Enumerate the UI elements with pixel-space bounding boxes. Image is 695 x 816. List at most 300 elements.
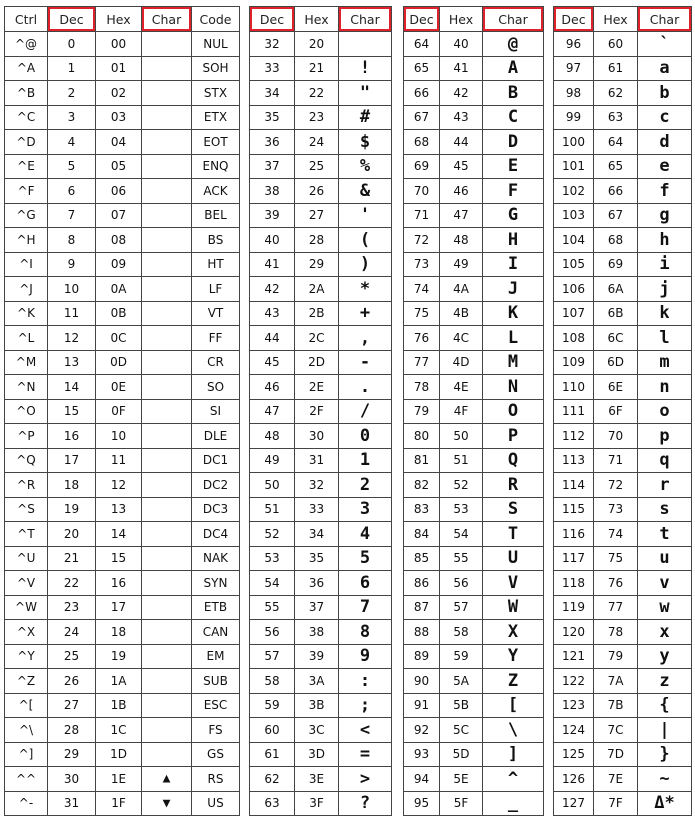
hex-cell: 54: [440, 522, 483, 547]
header-hex: Hex: [96, 7, 142, 32]
char-cell: ~: [638, 767, 692, 792]
table-row: [5, 473, 240, 498]
char-cell: >: [339, 767, 392, 792]
dec-cell: 35: [250, 105, 295, 130]
hex-cell: 6B: [594, 301, 638, 326]
dec-cell: 34: [250, 81, 295, 106]
code-cell: ENQ: [192, 154, 240, 179]
hex-cell: 27: [295, 203, 339, 228]
code-cell: HT: [192, 252, 240, 277]
dec-cell: 74: [404, 277, 440, 302]
table-row: [250, 326, 392, 351]
table-row: [250, 546, 392, 571]
char-cell: t: [638, 522, 692, 547]
char-cell: &: [339, 179, 392, 204]
char-cell: Z: [483, 669, 544, 694]
table-row: [404, 130, 544, 155]
dec-cell: 95: [404, 791, 440, 816]
table-row: [404, 105, 544, 130]
char-cell: 0: [339, 424, 392, 449]
table-row: [5, 546, 240, 571]
hex-cell: 71: [594, 448, 638, 473]
ctrl-cell: ^Y: [5, 644, 48, 669]
table-row: [5, 644, 240, 669]
table-row: [404, 277, 544, 302]
table-row: [554, 228, 692, 253]
hex-cell: 6D: [594, 350, 638, 375]
table-row: [554, 546, 692, 571]
code-cell: RS: [192, 767, 240, 792]
table-row: [250, 252, 392, 277]
ctrl-cell: ^E: [5, 154, 48, 179]
dec-cell: 106: [554, 277, 594, 302]
dec-cell: 55: [250, 595, 295, 620]
hex-cell: 73: [594, 497, 638, 522]
ctrl-cell: ^X: [5, 620, 48, 645]
char-cell: :: [339, 669, 392, 694]
dec-cell: 119: [554, 595, 594, 620]
code-cell: EOT: [192, 130, 240, 155]
dec-cell: 14: [48, 375, 96, 400]
code-cell: DC4: [192, 522, 240, 547]
char-cell: 2: [339, 473, 392, 498]
dec-cell: 59: [250, 693, 295, 718]
hex-cell: 6E: [594, 375, 638, 400]
char-cell: g: [638, 203, 692, 228]
char-cell: ^: [483, 767, 544, 792]
char-cell: }: [638, 742, 692, 767]
char-cell: [142, 375, 192, 400]
char-cell: ): [339, 252, 392, 277]
dec-cell: 87: [404, 595, 440, 620]
table-row: [554, 595, 692, 620]
hex-cell: 6F: [594, 399, 638, 424]
hex-cell: 15: [96, 546, 142, 571]
table-row: [5, 669, 240, 694]
hex-cell: 09: [96, 252, 142, 277]
table-row: [250, 350, 392, 375]
dec-cell: 93: [404, 742, 440, 767]
hex-cell: 41: [440, 56, 483, 81]
hex-cell: 68: [594, 228, 638, 253]
dec-cell: 2: [48, 81, 96, 106]
table-row: [404, 718, 544, 743]
ctrl-cell: ^L: [5, 326, 48, 351]
dec-cell: 51: [250, 497, 295, 522]
header-ctrl: Ctrl: [5, 7, 48, 32]
table-row: [250, 424, 392, 449]
table-row: [250, 742, 392, 767]
table-row: [554, 644, 692, 669]
char-cell: 3: [339, 497, 392, 522]
char-cell: [142, 154, 192, 179]
dec-cell: 79: [404, 399, 440, 424]
hex-cell: 2F: [295, 399, 339, 424]
table-row: [250, 154, 392, 179]
dec-cell: 114: [554, 473, 594, 498]
hex-cell: 61: [594, 56, 638, 81]
dec-cell: 125: [554, 742, 594, 767]
char-cell: X: [483, 620, 544, 645]
table-row: [404, 473, 544, 498]
dec-cell: 45: [250, 350, 295, 375]
dec-cell: 109: [554, 350, 594, 375]
table-row: [5, 179, 240, 204]
dec-cell: 105: [554, 252, 594, 277]
hex-cell: 63: [594, 105, 638, 130]
table-row: [250, 767, 392, 792]
hex-cell: 05: [96, 154, 142, 179]
ctrl-cell: ^Q: [5, 448, 48, 473]
table-row: [554, 791, 692, 816]
hex-cell: 0C: [96, 326, 142, 351]
hex-cell: 79: [594, 644, 638, 669]
ctrl-cell: ^S: [5, 497, 48, 522]
dec-cell: 120: [554, 620, 594, 645]
hex-cell: 3F: [295, 791, 339, 816]
char-cell: U: [483, 546, 544, 571]
dec-cell: 81: [404, 448, 440, 473]
table-row: [250, 399, 392, 424]
code-cell: FS: [192, 718, 240, 743]
table-row: [554, 742, 692, 767]
char-cell: ]: [483, 742, 544, 767]
table-row: [404, 179, 544, 204]
dec-cell: 30: [48, 767, 96, 792]
char-cell: f: [638, 179, 692, 204]
table-row: [250, 277, 392, 302]
code-cell: NUL: [192, 32, 240, 57]
table-row: [554, 497, 692, 522]
ctrl-cell: ^A: [5, 56, 48, 81]
dec-cell: 25: [48, 644, 96, 669]
table-row: [554, 448, 692, 473]
char-cell: ": [339, 81, 392, 106]
code-cell: CR: [192, 350, 240, 375]
code-cell: DC1: [192, 448, 240, 473]
hex-cell: 32: [295, 473, 339, 498]
dec-cell: 53: [250, 546, 295, 571]
table-row: [404, 252, 544, 277]
char-cell: |: [638, 718, 692, 743]
hex-cell: 26: [295, 179, 339, 204]
dec-cell: 11: [48, 301, 96, 326]
char-cell: /: [339, 399, 392, 424]
table-row: [5, 571, 240, 596]
dec-cell: 65: [404, 56, 440, 81]
hex-cell: 7C: [594, 718, 638, 743]
ctrl-cell: ^@: [5, 32, 48, 57]
hex-cell: 2D: [295, 350, 339, 375]
ctrl-cell: ^I: [5, 252, 48, 277]
dec-cell: 44: [250, 326, 295, 351]
dec-cell: 72: [404, 228, 440, 253]
hex-cell: 01: [96, 56, 142, 81]
char-cell: Y: [483, 644, 544, 669]
dec-cell: 96: [554, 32, 594, 57]
table-row: [554, 81, 692, 106]
ctrl-cell: ^P: [5, 424, 48, 449]
ctrl-cell: ^-: [5, 791, 48, 816]
table-row: [404, 791, 544, 816]
dec-cell: 99: [554, 105, 594, 130]
char-cell: O: [483, 399, 544, 424]
ctrl-cell: ^H: [5, 228, 48, 253]
dec-cell: 104: [554, 228, 594, 253]
char-cell: u: [638, 546, 692, 571]
table-row: [404, 350, 544, 375]
dec-cell: 77: [404, 350, 440, 375]
table-row: [554, 326, 692, 351]
dec-cell: 46: [250, 375, 295, 400]
ctrl-cell: ^K: [5, 301, 48, 326]
hex-cell: 64: [594, 130, 638, 155]
char-cell: y: [638, 644, 692, 669]
dec-cell: 48: [250, 424, 295, 449]
dec-cell: 42: [250, 277, 295, 302]
table-row: [250, 32, 392, 57]
table-row: [5, 350, 240, 375]
char-cell: x: [638, 620, 692, 645]
hex-cell: 4D: [440, 350, 483, 375]
char-cell: l: [638, 326, 692, 351]
table-row: [404, 81, 544, 106]
header-char: Char: [339, 7, 392, 32]
dec-cell: 21: [48, 546, 96, 571]
hex-cell: 00: [96, 32, 142, 57]
char-cell: !: [339, 56, 392, 81]
char-cell: d: [638, 130, 692, 155]
table-row: [5, 326, 240, 351]
char-cell: q: [638, 448, 692, 473]
header-char: Char: [638, 7, 692, 32]
dec-cell: 12: [48, 326, 96, 351]
code-cell: ACK: [192, 179, 240, 204]
hex-cell: 31: [295, 448, 339, 473]
hex-cell: 35: [295, 546, 339, 571]
hex-cell: 43: [440, 105, 483, 130]
hex-cell: 39: [295, 644, 339, 669]
char-cell: M: [483, 350, 544, 375]
table-row: [554, 571, 692, 596]
hex-cell: 40: [440, 32, 483, 57]
dec-cell: 112: [554, 424, 594, 449]
dec-cell: 108: [554, 326, 594, 351]
dec-cell: 122: [554, 669, 594, 694]
hex-cell: 7A: [594, 669, 638, 694]
char-cell: n: [638, 375, 692, 400]
dec-cell: 20: [48, 522, 96, 547]
dec-cell: 16: [48, 424, 96, 449]
dec-cell: 1: [48, 56, 96, 81]
hex-cell: 2C: [295, 326, 339, 351]
dec-cell: 4: [48, 130, 96, 155]
hex-cell: 60: [594, 32, 638, 57]
dec-cell: 33: [250, 56, 295, 81]
table-row: [250, 228, 392, 253]
hex-cell: 55: [440, 546, 483, 571]
table-row: [404, 742, 544, 767]
table-row: [404, 693, 544, 718]
dec-cell: 0: [48, 32, 96, 57]
char-cell: *: [339, 277, 392, 302]
table-row: [250, 595, 392, 620]
char-cell: [142, 203, 192, 228]
char-cell: e: [638, 154, 692, 179]
char-cell: [142, 252, 192, 277]
char-cell: D: [483, 130, 544, 155]
table-row: [250, 497, 392, 522]
table-row: [404, 56, 544, 81]
code-cell: ETB: [192, 595, 240, 620]
dec-cell: 76: [404, 326, 440, 351]
ctrl-cell: ^N: [5, 375, 48, 400]
table-row: [554, 56, 692, 81]
dec-cell: 83: [404, 497, 440, 522]
char-cell: v: [638, 571, 692, 596]
char-cell: K: [483, 301, 544, 326]
hex-cell: 5C: [440, 718, 483, 743]
hex-cell: 06: [96, 179, 142, 204]
char-cell: [142, 620, 192, 645]
dec-cell: 61: [250, 742, 295, 767]
char-cell: 8: [339, 620, 392, 645]
dec-cell: 103: [554, 203, 594, 228]
dec-cell: 101: [554, 154, 594, 179]
ctrl-cell: ^^: [5, 767, 48, 792]
hex-cell: 4C: [440, 326, 483, 351]
dec-cell: 98: [554, 81, 594, 106]
hex-cell: 17: [96, 595, 142, 620]
char-cell: j: [638, 277, 692, 302]
table-row: [5, 130, 240, 155]
dec-cell: 49: [250, 448, 295, 473]
dec-cell: 124: [554, 718, 594, 743]
hex-cell: 13: [96, 497, 142, 522]
char-cell: [142, 326, 192, 351]
dec-cell: 115: [554, 497, 594, 522]
char-cell: S: [483, 497, 544, 522]
hex-cell: 46: [440, 179, 483, 204]
table-row: [250, 81, 392, 106]
char-cell: r: [638, 473, 692, 498]
dec-cell: 58: [250, 669, 295, 694]
table-row: [554, 301, 692, 326]
char-cell: C: [483, 105, 544, 130]
char-cell: Q: [483, 448, 544, 473]
hex-cell: 19: [96, 644, 142, 669]
dec-cell: 67: [404, 105, 440, 130]
table-row: [5, 228, 240, 253]
hex-cell: 5D: [440, 742, 483, 767]
dec-cell: 38: [250, 179, 295, 204]
hex-cell: 77: [594, 595, 638, 620]
hex-cell: 62: [594, 81, 638, 106]
ctrl-cell: ^T: [5, 522, 48, 547]
hex-cell: 65: [594, 154, 638, 179]
char-cell: {: [638, 693, 692, 718]
hex-cell: 58: [440, 620, 483, 645]
hex-cell: 0B: [96, 301, 142, 326]
hex-cell: 47: [440, 203, 483, 228]
table-row: [404, 571, 544, 596]
hex-cell: 2A: [295, 277, 339, 302]
char-cell: #: [339, 105, 392, 130]
hex-cell: 51: [440, 448, 483, 473]
table-row: [554, 179, 692, 204]
char-cell: [142, 571, 192, 596]
table-row: [250, 375, 392, 400]
char-cell: 1: [339, 448, 392, 473]
table-row: [250, 130, 392, 155]
ascii-table-96-127: [553, 6, 692, 816]
table-row: [404, 448, 544, 473]
char-cell: [142, 595, 192, 620]
table-row: [404, 620, 544, 645]
table-row: [404, 32, 544, 57]
char-cell: b: [638, 81, 692, 106]
hex-cell: 56: [440, 571, 483, 596]
table-row: [5, 203, 240, 228]
code-cell: SOH: [192, 56, 240, 81]
dec-cell: 121: [554, 644, 594, 669]
hex-cell: 75: [594, 546, 638, 571]
hex-cell: 37: [295, 595, 339, 620]
dec-cell: 47: [250, 399, 295, 424]
char-cell: Δ*: [638, 791, 692, 816]
table-row: [554, 693, 692, 718]
hex-cell: 49: [440, 252, 483, 277]
ctrl-cell: ^R: [5, 473, 48, 498]
code-cell: DC3: [192, 497, 240, 522]
dec-cell: 63: [250, 791, 295, 816]
char-cell: a: [638, 56, 692, 81]
ctrl-cell: ^B: [5, 81, 48, 106]
header-char: Char: [142, 7, 192, 32]
dec-cell: 116: [554, 522, 594, 547]
dec-cell: 69: [404, 154, 440, 179]
table-row: [250, 56, 392, 81]
table-row: [5, 448, 240, 473]
table-row: [5, 399, 240, 424]
hex-cell: 4E: [440, 375, 483, 400]
char-cell: [142, 473, 192, 498]
table-row: [250, 448, 392, 473]
table-row: [404, 399, 544, 424]
dec-cell: 3: [48, 105, 96, 130]
header-dec: Dec: [250, 7, 295, 32]
char-cell: [142, 399, 192, 424]
table-row: [5, 522, 240, 547]
table-row: [554, 620, 692, 645]
char-cell: o: [638, 399, 692, 424]
dec-cell: 7: [48, 203, 96, 228]
dec-cell: 127: [554, 791, 594, 816]
hex-cell: 5F: [440, 791, 483, 816]
char-cell: s: [638, 497, 692, 522]
char-cell: [142, 546, 192, 571]
header-hex: Hex: [295, 7, 339, 32]
hex-cell: 66: [594, 179, 638, 204]
char-cell: m: [638, 350, 692, 375]
dec-cell: 13: [48, 350, 96, 375]
char-cell: ▲: [142, 767, 192, 792]
ctrl-cell: ^[: [5, 693, 48, 718]
hex-cell: 1D: [96, 742, 142, 767]
hex-cell: 53: [440, 497, 483, 522]
header-dec: Dec: [48, 7, 96, 32]
code-cell: BS: [192, 228, 240, 253]
